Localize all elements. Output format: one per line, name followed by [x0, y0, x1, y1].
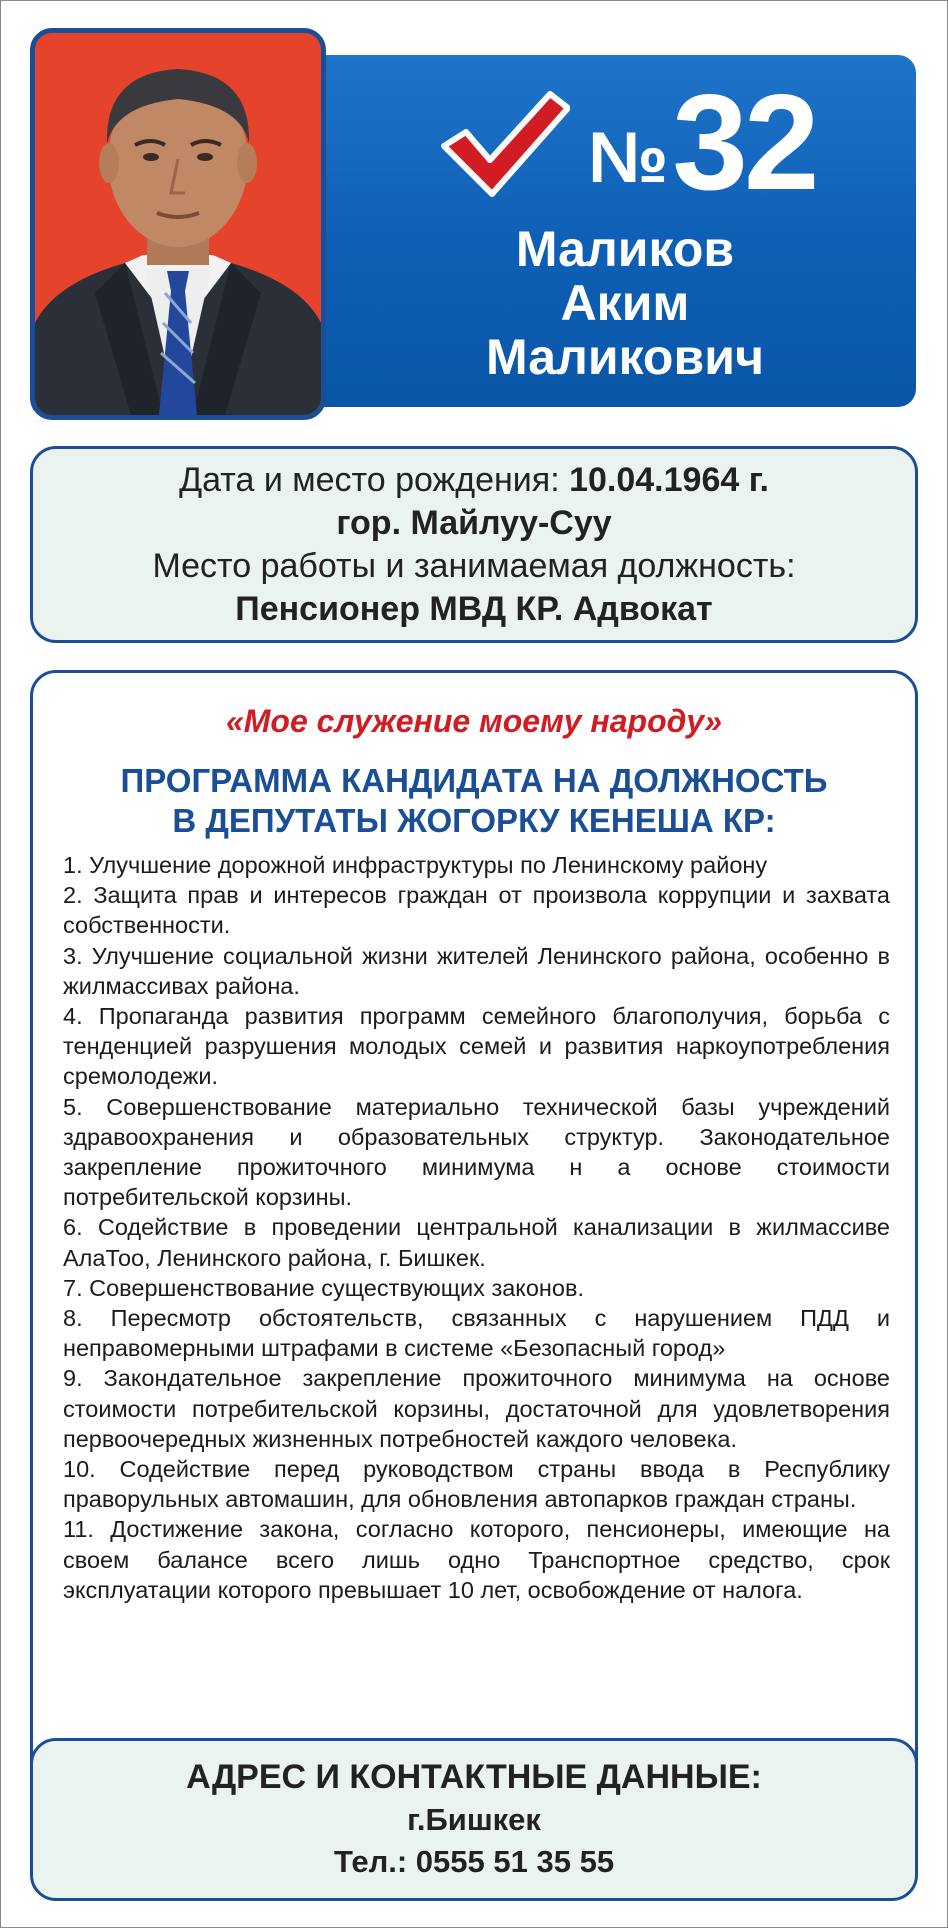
candidate-name — [400, 222, 850, 384]
program-item: 11. Достижение закона, согласно которого, пенсионеры, имеющие на своем балансе всего лишь одно Транспортное средство, срок эксплуатации которого превышает 10 лет, освобождение от налога. — [63, 1516, 890, 1603]
checkmark-icon — [440, 88, 570, 198]
birth-line — [33, 459, 915, 502]
program-title-line: ПРОГРАММА КАНДИДАТА НА ДОЛЖНОСТЬ — [120, 762, 828, 799]
program-item: 6. Содействие в проведении центральной канализации в жилмассиве АлаТоо, Ленинского района, г. Бишкек. — [63, 1214, 890, 1271]
program-list — [63, 850, 890, 1605]
bio-panel — [30, 446, 918, 643]
program-item: 8. Пересмотр обстоятельств, связанных с нарушением ПДД и неправомерными штрафами в системе «Безопасный город» — [63, 1305, 890, 1362]
name-first: Аким — [560, 275, 690, 331]
program-title-line: В ДЕПУТАТЫ ЖОГОРКУ КЕНЕША КР: — [172, 802, 776, 839]
work-label: Место работы и занимаемая должность: — [152, 547, 796, 585]
name-surname: Маликов — [515, 221, 735, 277]
name-patronymic: Маликович — [486, 329, 764, 385]
slogan: «Мое служение моему народу» — [225, 703, 723, 739]
program-panel — [30, 670, 918, 1870]
program-item: 3. Улучшение социальной жизни жителей Ленинского района, особенно в жилмассивах района. — [63, 942, 890, 999]
contacts-phone: Тел.: 0555 51 35 55 — [333, 1844, 615, 1879]
contacts-city: г.Бишкек — [407, 1802, 541, 1837]
program-item: 7. Совершенствование существующих законов. — [63, 1274, 584, 1301]
program-title — [33, 761, 915, 841]
program-item: 9. Закондательное закрепление прожиточного минимума на основе стоимости потребительской корзины, достаточной для удовлетворения первоочередных жизненных потребностей каждого человека. — [63, 1365, 890, 1452]
birth-date: 10.04.1964 г. — [569, 461, 769, 499]
program-item: 1. Улучшение дорожной инфраструктуры по Ленинскому району — [63, 852, 768, 878]
work-value: Пенсионер МВД КР. Адвокат — [235, 590, 713, 628]
number-value: 32 — [672, 66, 816, 218]
candidate-photo — [30, 28, 326, 420]
number-prefix: № — [588, 118, 669, 198]
program-item: 5. Совершенствование материально технической базы учреждений здравоохранения и образовательных структур. Законодательное закрепление прожиточного минимума н а основе стоимости потребительской корзины. — [63, 1093, 890, 1211]
program-item: 4. Пропаганда развития программ семейного благополучия, борьба с тенденцией разрушения молодых семей и развития наркоупотребления сремолодежи. — [63, 1003, 890, 1090]
contacts-title: АДРЕС И КОНТАКТНЫЕ ДАННЫЕ: — [186, 1758, 762, 1796]
program-item: 10. Содействие перед руководством страны ввода в Республику праворульных автомашин, для обновления автопарков граждан страны. — [63, 1456, 890, 1513]
birth-label: Дата и место рождения: — [179, 461, 570, 499]
birth-place: гор. Майлуу-Суу — [336, 504, 612, 542]
candidate-number — [588, 66, 816, 218]
contacts-panel — [30, 1738, 918, 1901]
program-item: 2. Защита прав и интересов граждан от произвола коррупции и захвата собственности. — [63, 882, 890, 939]
